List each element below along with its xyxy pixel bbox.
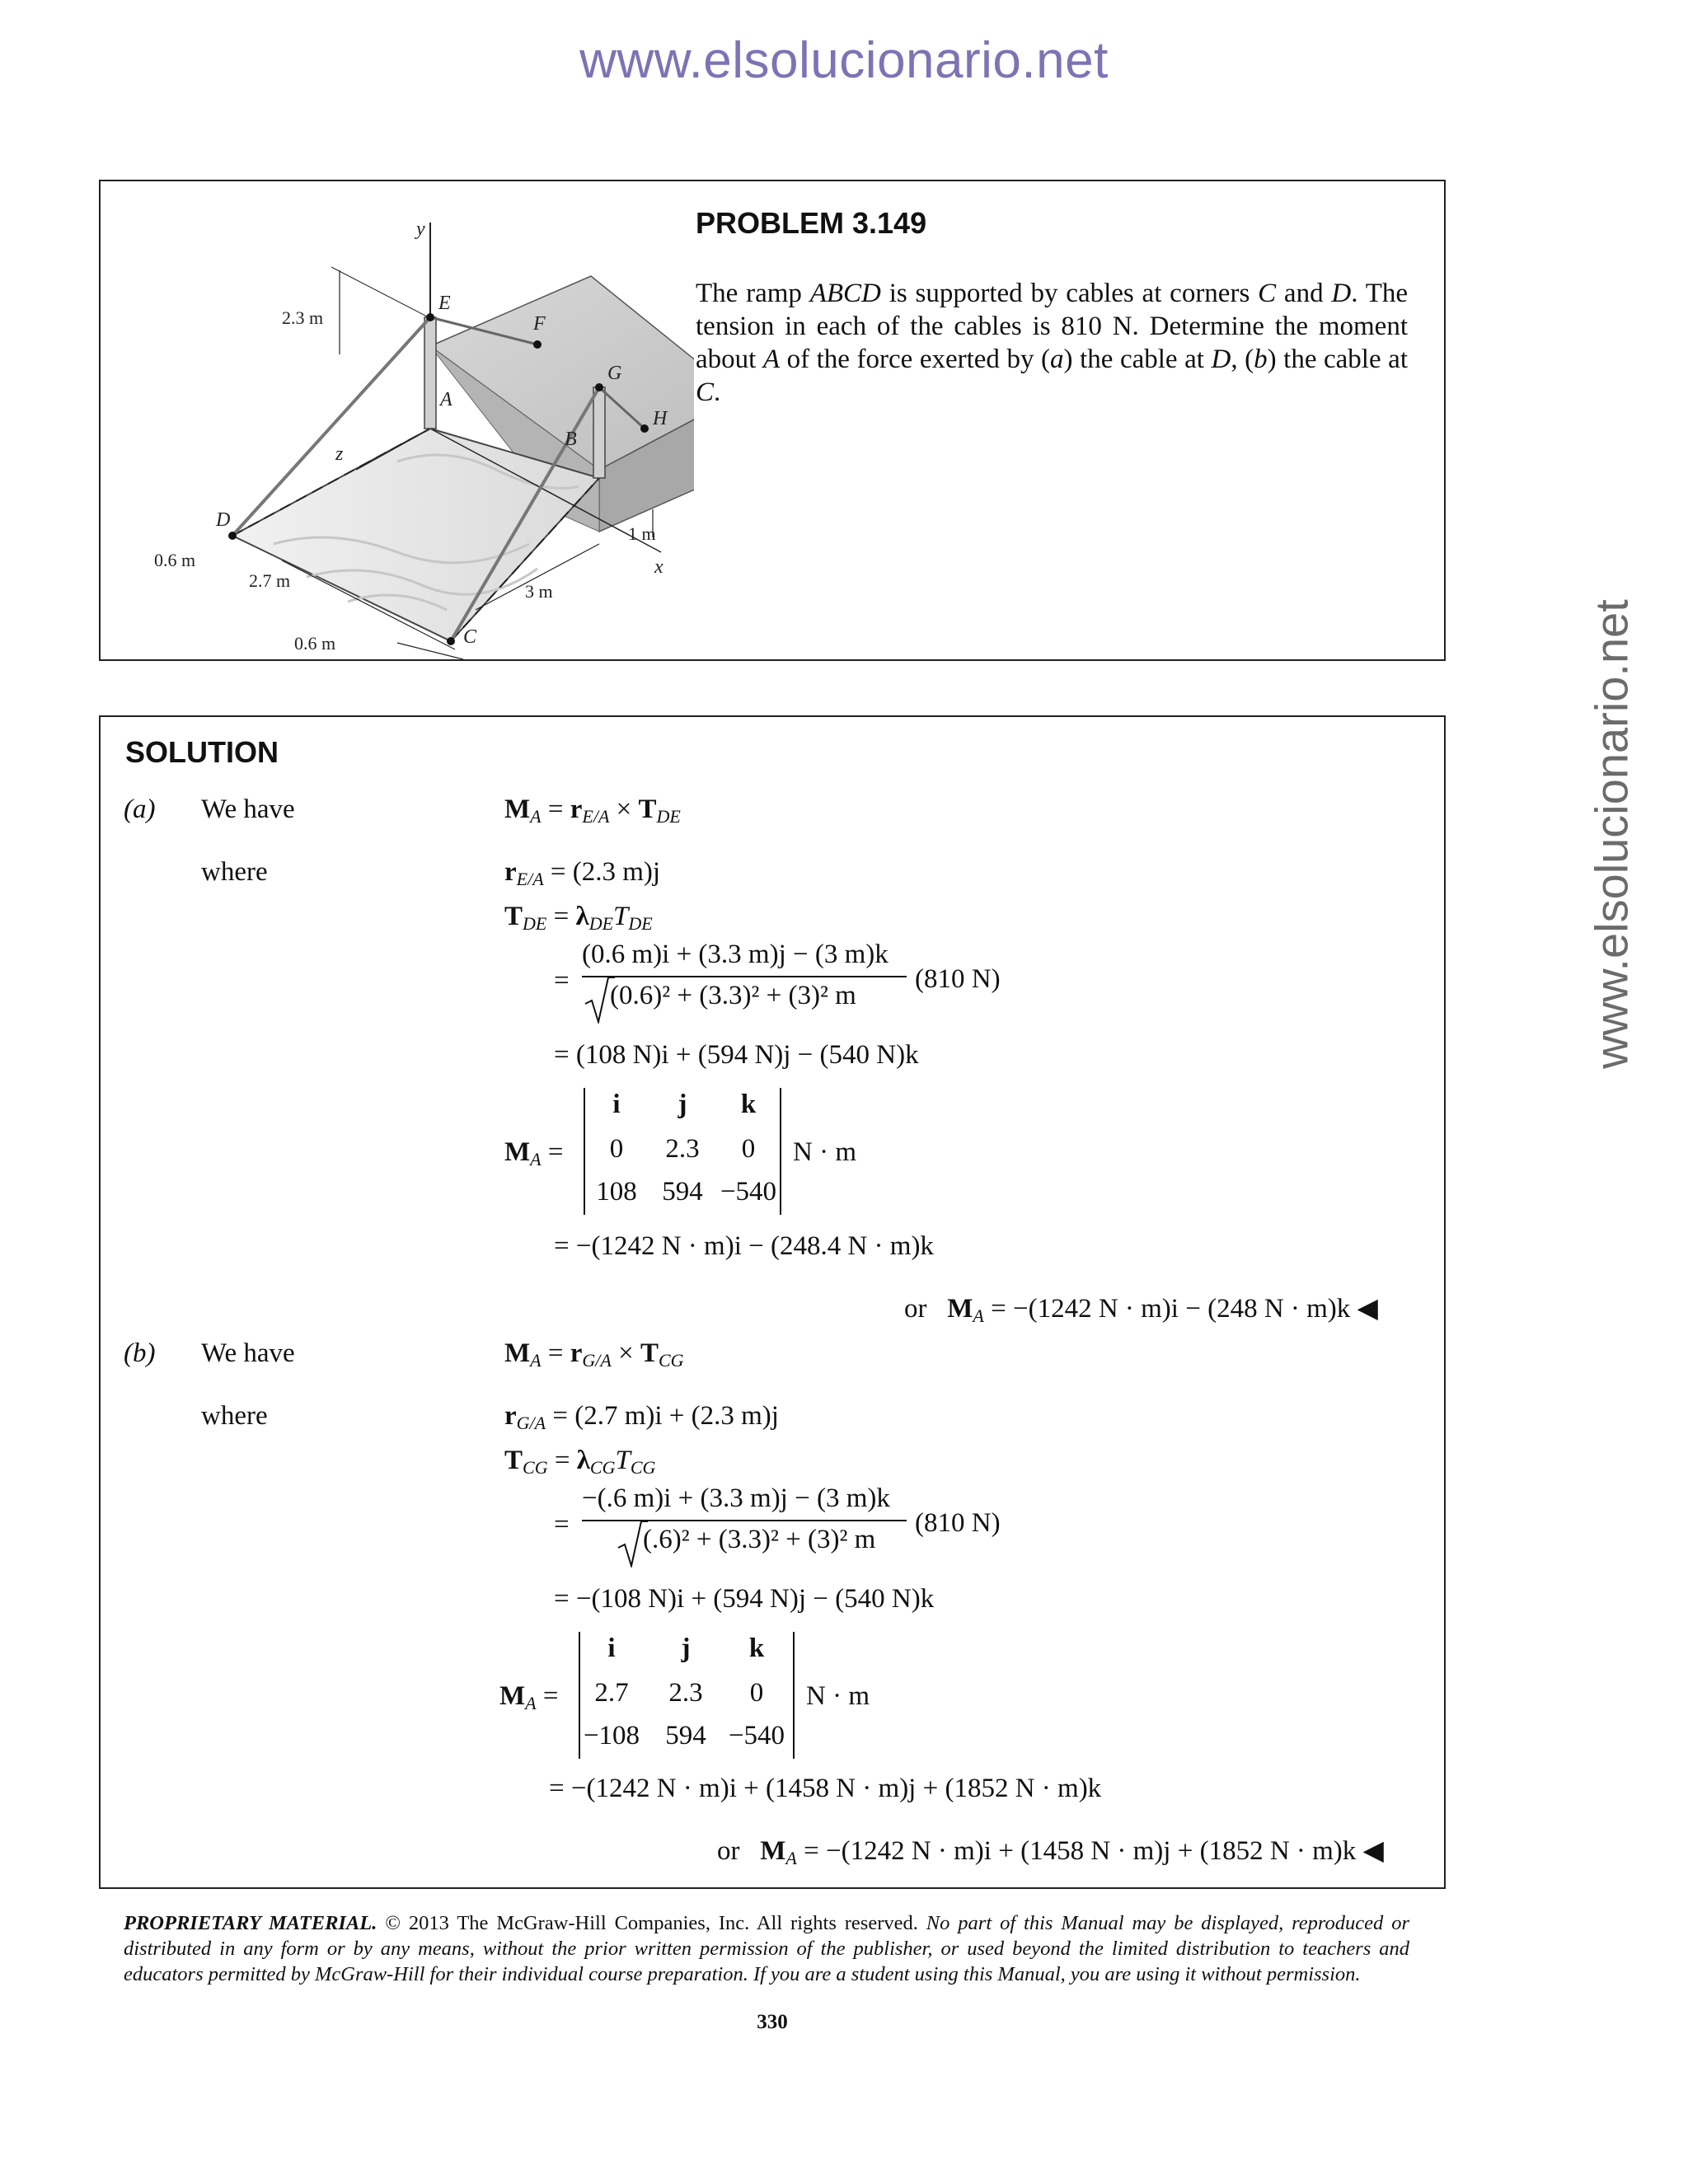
dim-label-3m: 3 m [525, 581, 553, 602]
part-b-where: where [201, 1401, 268, 1431]
statement-segment: D [1211, 344, 1231, 374]
problem-box [99, 180, 1446, 661]
statement-segment: b [1254, 344, 1268, 374]
part-a-MA-label: $M_A$ = [504, 1137, 564, 1169]
watermark-top: www.elsolucionario.net [579, 32, 1109, 89]
label-x: x [654, 556, 663, 578]
label-z: z [335, 443, 344, 465]
dim-label-2.3m: 2.3 m [282, 307, 324, 328]
part-b-determinant [579, 1632, 795, 1759]
statement-segment: ) the cable at [1063, 344, 1212, 374]
ramp-diagram [150, 198, 694, 659]
part-a-label: (a) [124, 794, 156, 824]
part-a-det-i: i [612, 1090, 621, 1119]
answer-marker-icon: ◀ [1362, 1836, 1384, 1866]
part-a-we-have: We have [201, 794, 295, 824]
dim-2.3-ext-top [331, 267, 429, 317]
part-b-answer: or $M_A = -(1242$ N · m)i + (1458 N · m)j + (1852 N · m)k ◀ [717, 1836, 1384, 1868]
part-b-det-r2c2: 594 [665, 1721, 706, 1750]
part-b-TCG-def: $T_{CG} = \lambda_{CG}T_{CG}$ [504, 1446, 656, 1478]
label-y: y [416, 218, 425, 240]
footer-bold-lead: PROPRIETARY MATERIAL. [124, 1912, 377, 1934]
part-b-equals: = [554, 1510, 570, 1540]
ramp-figure [150, 198, 694, 659]
statement-segment: a [1050, 344, 1064, 374]
page-number: 330 [757, 2011, 788, 2033]
part-b-det-r1c3: 0 [749, 1678, 764, 1708]
part-b-det-unit: N · m [806, 1681, 870, 1711]
label-A: A [440, 389, 452, 410]
statement-segment: is supported by cables at corners [880, 279, 1259, 308]
statement-segment: . The tension in each of the cables is 810 N. Determine the moment about [696, 279, 1409, 374]
statement-segment: D [1331, 279, 1352, 308]
point-D-dot [228, 532, 237, 540]
statement-segment: ABCD [809, 279, 881, 308]
label-E: E [438, 293, 451, 314]
problem-statement [696, 277, 1408, 409]
part-a-fraction-bar [582, 976, 907, 977]
part-b-we-have: We have [201, 1338, 295, 1368]
point-G-dot [595, 383, 603, 391]
post-BG [593, 387, 605, 478]
part-a-det-r2c3: −540 [720, 1177, 777, 1207]
part-b-det-k: k [748, 1633, 765, 1663]
part-a-moment-def: $M_A = r_{E/A} \times T_{DE}$ [504, 794, 681, 827]
label-B: B [565, 429, 577, 450]
part-a-rEA: $r_{E/A} = (2.3$ m)j [504, 857, 661, 889]
part-a-denominator: (0.6)² + (3.3)² + (3)² m [610, 981, 856, 1010]
part-b-tension-vector: = −(108 N)i + (594 N)j − (540 N)k [554, 1584, 935, 1614]
part-a-answer: or $M_A = -(1242$ N · m)i − (248 N · m)k ◀ [904, 1294, 1378, 1326]
copyright-footer [124, 1910, 1409, 1987]
dim-0.6-bottom-line [397, 643, 463, 659]
part-a-TDE-def: $T_{DE} = \lambda_{DE}T_{DE}$ [504, 902, 653, 934]
solution-box [99, 715, 1446, 1889]
part-a-equals: = [554, 966, 570, 996]
part-b-det-r2c1: −108 [583, 1721, 640, 1750]
statement-segment: , ( [1231, 344, 1254, 374]
part-a-det-r1c1: 0 [609, 1134, 624, 1164]
part-a-determinant [584, 1088, 781, 1215]
statement-segment: . [714, 377, 721, 407]
part-b-MA-label: $M_A$ = [499, 1681, 559, 1713]
part-a-factor: (810 N) [915, 964, 1001, 994]
label-D: D [216, 509, 231, 531]
dim-label-0.6m-left: 0.6 m [154, 550, 196, 570]
statement-segment: A [762, 344, 781, 374]
solution-title: SOLUTION [125, 735, 279, 769]
part-a-result: = −(1242 N · m)i − (248.4 N · m)k [554, 1231, 934, 1261]
point-C-dot [447, 637, 455, 645]
part-b-det-j: j [681, 1633, 691, 1663]
label-H: H [653, 408, 668, 429]
point-F-dot [533, 340, 542, 349]
part-a-det-unit: N · m [793, 1137, 856, 1167]
part-b-moment-def: $M_A = r_{G/A} \times T_{CG}$ [504, 1338, 684, 1371]
part-b-det-r1c1: 2.7 [594, 1678, 629, 1708]
problem-title: PROBLEM 3.149 [696, 206, 927, 240]
statement-segment: The ramp [696, 279, 810, 308]
statement-segment: and [1276, 279, 1332, 308]
answer-marker-icon: ◀ [1357, 1294, 1378, 1324]
part-b-det-r2c3: −540 [728, 1721, 785, 1750]
dim-label-1m: 1 m [628, 523, 656, 544]
label-F: F [533, 313, 546, 335]
part-a-numerator: (0.6 m)i + (3.3 m)j − (3 m)k [582, 940, 889, 969]
statement-segment: ) the cable at [1267, 344, 1408, 374]
part-a-det-r1c3: 0 [741, 1134, 756, 1164]
post-AE [424, 317, 436, 429]
dim-label-2.7m: 2.7 m [249, 570, 291, 591]
part-b-result: = −(1242 N · m)i + (1458 N · m)j + (1852 N · m)k [549, 1774, 1102, 1803]
part-a-det-r1c2: 2.3 [665, 1134, 700, 1164]
part-b-factor: (810 N) [915, 1508, 1001, 1538]
statement-segment: C [696, 377, 715, 407]
point-E-dot [426, 313, 434, 321]
dim-label-0.6m-bottom: 0.6 m [294, 633, 336, 654]
watermark-side-text: www.elsolucionario.net [1585, 599, 1638, 1069]
part-b-numerator: −(.6 m)i + (3.3 m)j − (3 m)k [582, 1483, 890, 1513]
part-a-tension-vector: = (108 N)i + (594 N)j − (540 N)k [554, 1040, 919, 1070]
part-a-det-j: j [678, 1090, 687, 1119]
part-b-det-right-bar [793, 1632, 795, 1759]
part-b-det-i: i [607, 1633, 616, 1663]
part-a-det-r2c1: 108 [596, 1177, 637, 1207]
part-a-det-k: k [740, 1090, 757, 1119]
part-b-label: (b) [124, 1338, 156, 1368]
part-b-det-r1c2: 2.3 [668, 1678, 703, 1708]
point-H-dot [640, 424, 649, 433]
statement-segment: of the force exerted by ( [780, 344, 1051, 374]
footer-copyright: © 2013 The McGraw-Hill Companies, Inc. All rights reserved. [377, 1912, 918, 1934]
label-C: C [463, 626, 477, 648]
footer-notice: No part of this Manual may be displayed, reproduced or distributed in any form or by any means, without the prior written permission of the publisher, or used beyond the limited distribution to teachers and educators permitted by McGraw-Hill for their individual course preparation. If you are a student using this Manual, you are using it without permission. [124, 1912, 1410, 1985]
part-a-det-r2c2: 594 [662, 1177, 703, 1207]
statement-segment: C [1258, 279, 1277, 308]
label-G: G [607, 363, 622, 384]
part-a-where: where [201, 857, 268, 887]
part-b-rGA: $r_{G/A} = (2.7$ m)i + (2.3 m)j [504, 1401, 779, 1433]
part-b-denominator: (.6)² + (3.3)² + (3)² m [643, 1525, 876, 1554]
